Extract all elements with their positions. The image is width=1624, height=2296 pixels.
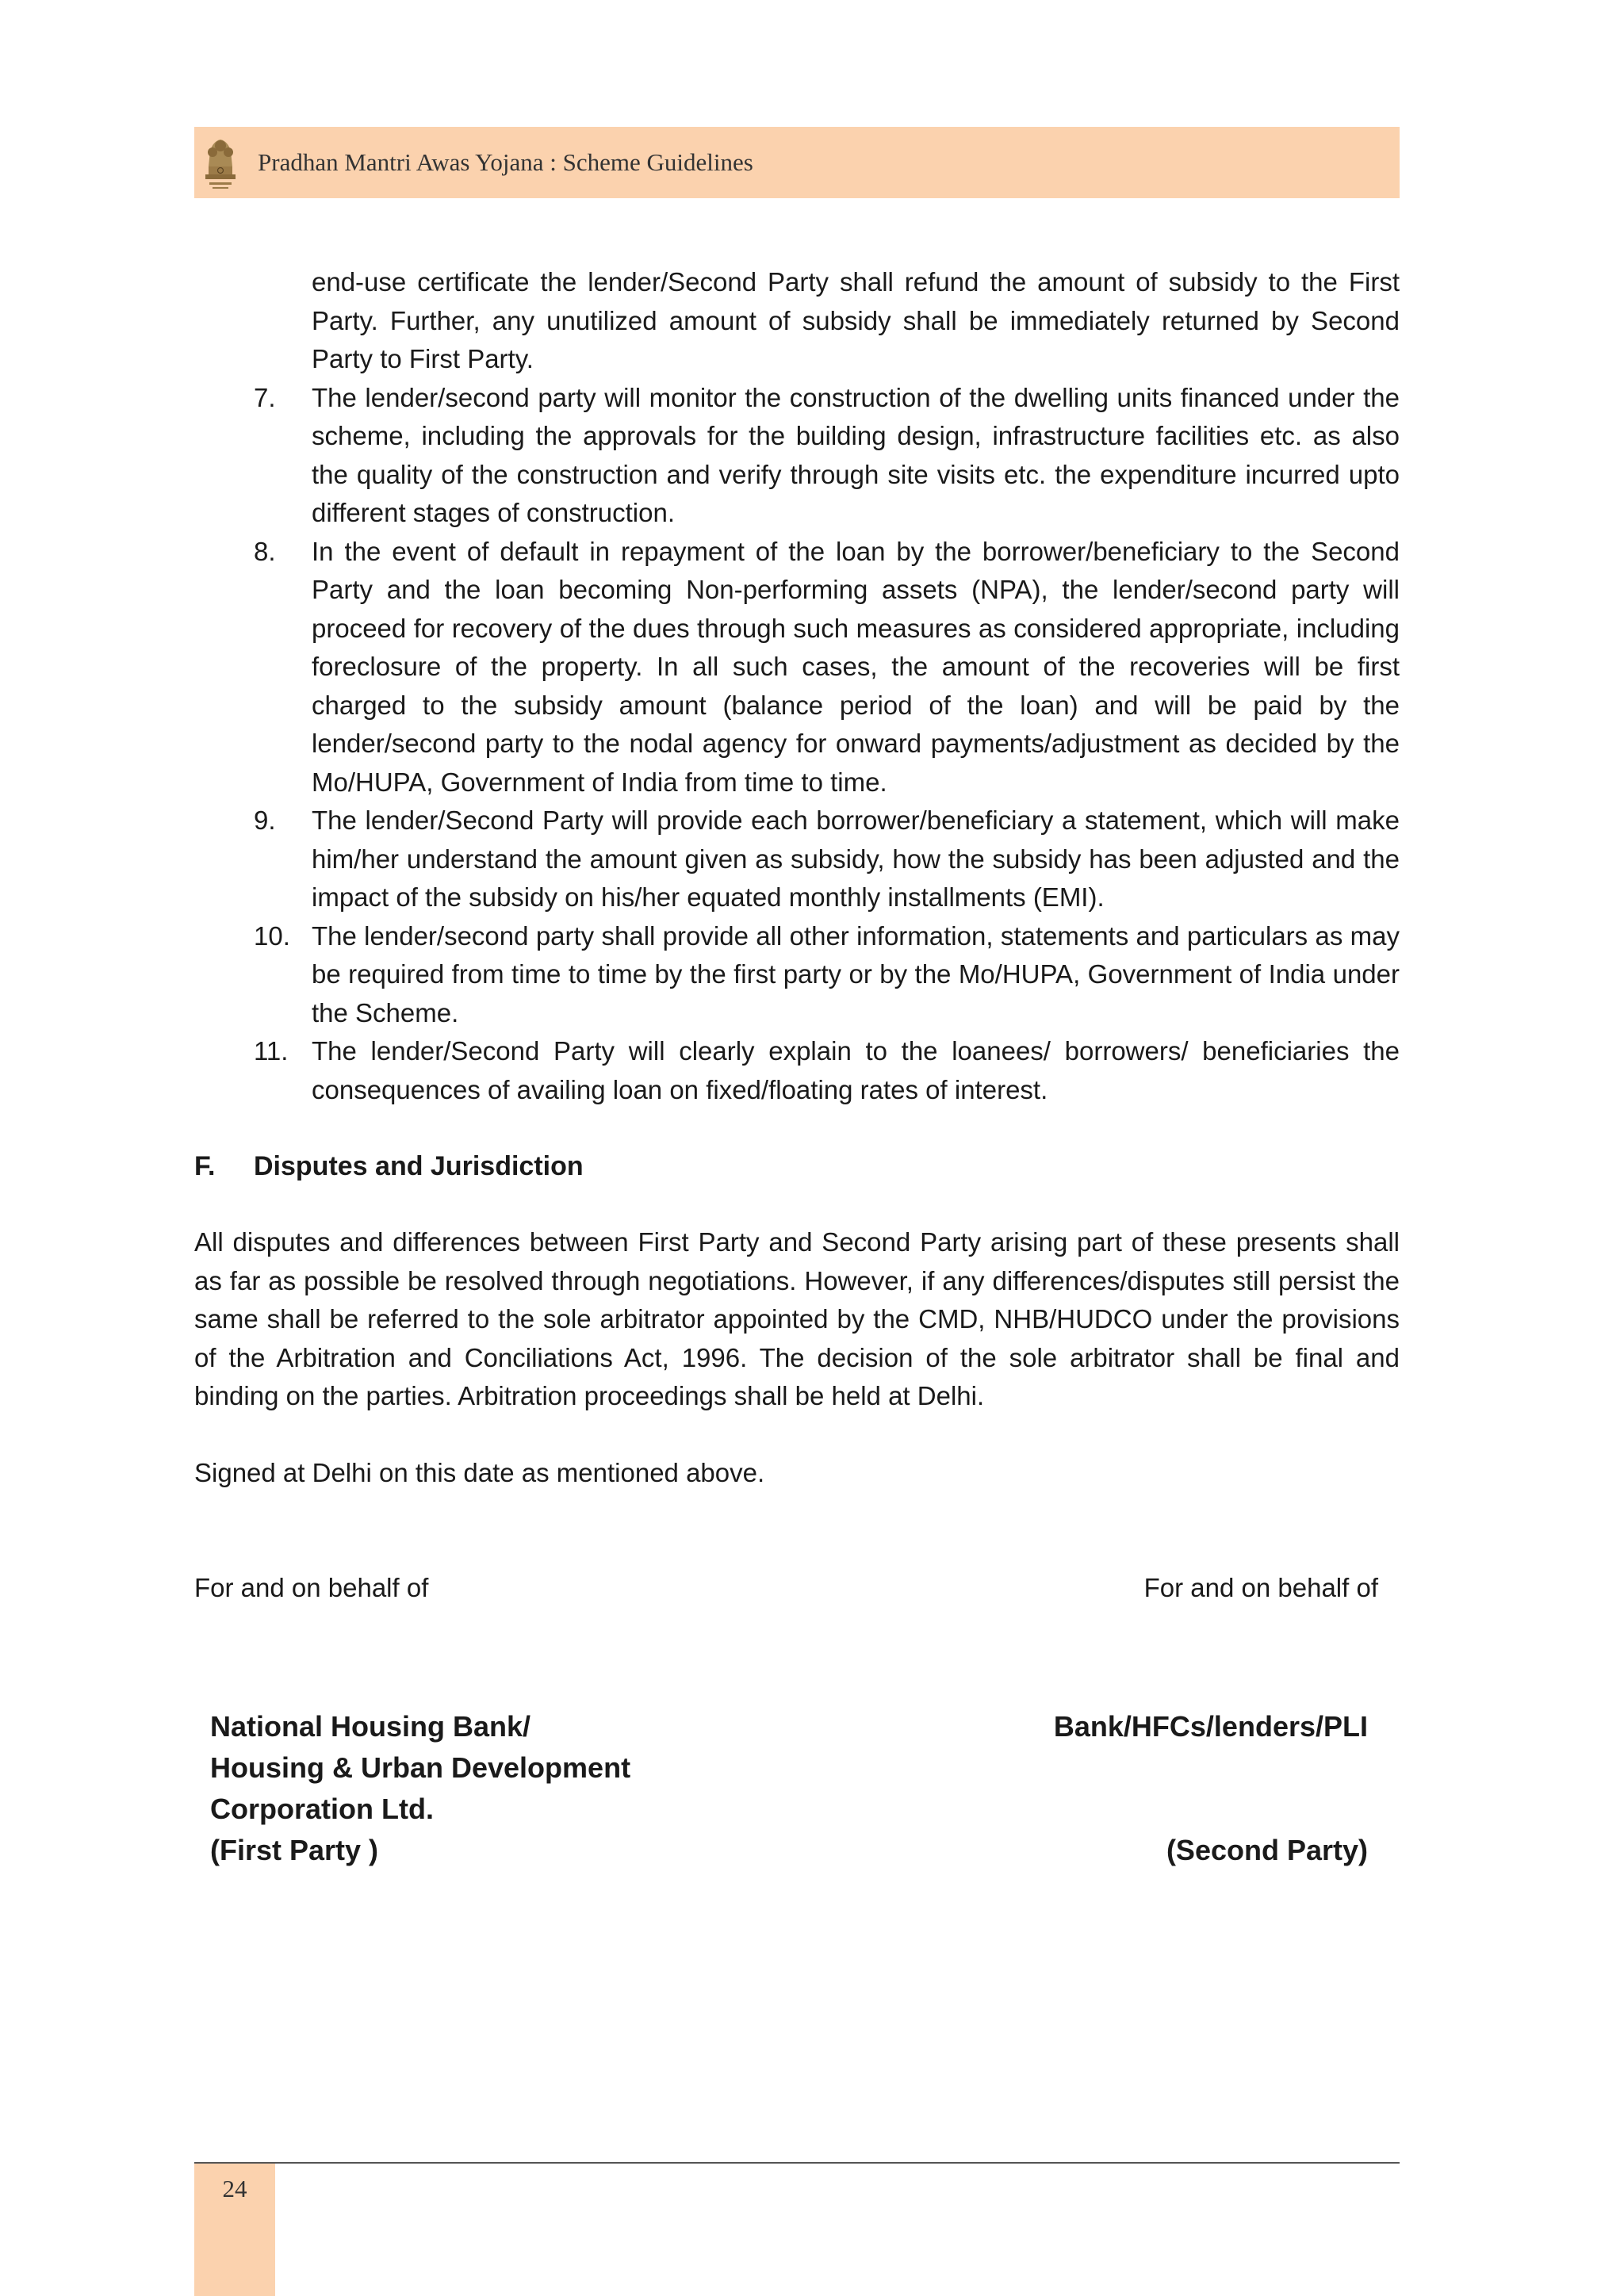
page-number: 24 (222, 2175, 247, 2202)
list-item-8 (194, 533, 1400, 802)
section-title: Disputes and Jurisdiction (254, 1151, 584, 1181)
footer-rule (194, 2162, 1400, 2164)
second-party-name: Bank/HFCs/lenders/PLI (1053, 1710, 1368, 1743)
list-item-text: The lender/Second Party will provide each borrower/beneficiary a statement, which will make him/her understand the amount given as subsidy, how the subsidy has been adjusted and the impact of the subsidy on his/her equated monthly installments (EMI). (312, 806, 1400, 912)
disputes-paragraph: All disputes and differences between First Party and Second Party arising part of these presents shall as far as possible be resolved through negotiations. However, if any differences/disputes still persist the same shall be referred to the sole arbitrator appointed by the CMD, NHB/HUDCO under the provisions of the Arbitration and Conciliations Act, 1996. The decision of the sole arbitrator shall be final and binding on the parties. Arbitration proceedings shall be held at Delhi. (194, 1227, 1400, 1410)
section-letter: F. (194, 1151, 216, 1181)
continuation-text: end-use certificate the lender/Second Party shall refund the amount of subsidy to the First Party. Further, any unutilized amount of subsidy shall be immediately returned by Second Party to First Party. (312, 267, 1400, 373)
list-item-number: 10. (254, 920, 290, 951)
behalf-left: For and on behalf of (194, 1573, 429, 1602)
first-party-block (210, 1706, 630, 1871)
first-party-line: Housing & Urban Development (210, 1751, 631, 1784)
header-title: Pradhan Mantri Awas Yojana : Scheme Guidelines (258, 148, 753, 176)
list-item-11 (194, 1032, 1400, 1109)
behalf-right: For and on behalf of (1143, 1573, 1378, 1602)
second-party-block (1054, 1706, 1368, 1871)
first-party-line: National Housing Bank/ (210, 1710, 531, 1743)
behalf-row (194, 1569, 1400, 1607)
first-party-role: (First Party ) (210, 1834, 379, 1866)
list-item-number: 7. (254, 382, 276, 412)
list-item-10 (194, 917, 1400, 1033)
section-heading (194, 1147, 1400, 1185)
footer-band (194, 2164, 275, 2296)
list-item-text: In the event of default in repayment of the loan by the borrower/beneficiary to the Second Party and the loan becoming Non-performing assets (NPA), the lender/second party will proceed for recovery of the dues through such measures as considered appropriate, including foreclosure of the property. In all such cases, the amount of the recoveries will be first charged to the subsidy amount (balance period of the loan) and will be paid by the lender/second party to the nodal agency for onward payments/adjustment as decided by the Mo/HUPA, Government of India from time to time. (312, 536, 1400, 797)
list-item-9 (194, 802, 1400, 917)
list-item-7 (194, 379, 1400, 533)
header-band (194, 127, 1400, 198)
list-item-number: 8. (254, 536, 276, 566)
second-party-role: (Second Party) (1166, 1834, 1368, 1866)
list-item-text: The lender/second party shall provide all other information, statements and particulars as may be required from time to time by the first party or by the Mo/HUPA, Government of India under the Scheme. (312, 920, 1400, 1027)
national-emblem-icon (202, 132, 239, 193)
list-item-number: 9. (254, 806, 276, 835)
list-item-text: The lender/Second Party will clearly explain to the loanees/ borrowers/ beneficiaries the consequences of availing loan on fixed/floating rates of interest. (312, 1036, 1400, 1104)
list-item-number: 11. (254, 1036, 289, 1066)
signed-statement: Signed at Delhi on this date as mentioned above. (194, 1457, 765, 1487)
continuation-paragraph (194, 263, 1400, 379)
page-content (194, 263, 1400, 1607)
first-party-line: Corporation Ltd. (210, 1793, 434, 1825)
list-item-text: The lender/second party will monitor the construction of the dwelling units financed under the scheme, including the approvals for the building design, infrastructure facilities etc. as also the quality of the construction and verify through site visits etc. the expenditure incurred upto different stages of construction. (312, 382, 1400, 527)
